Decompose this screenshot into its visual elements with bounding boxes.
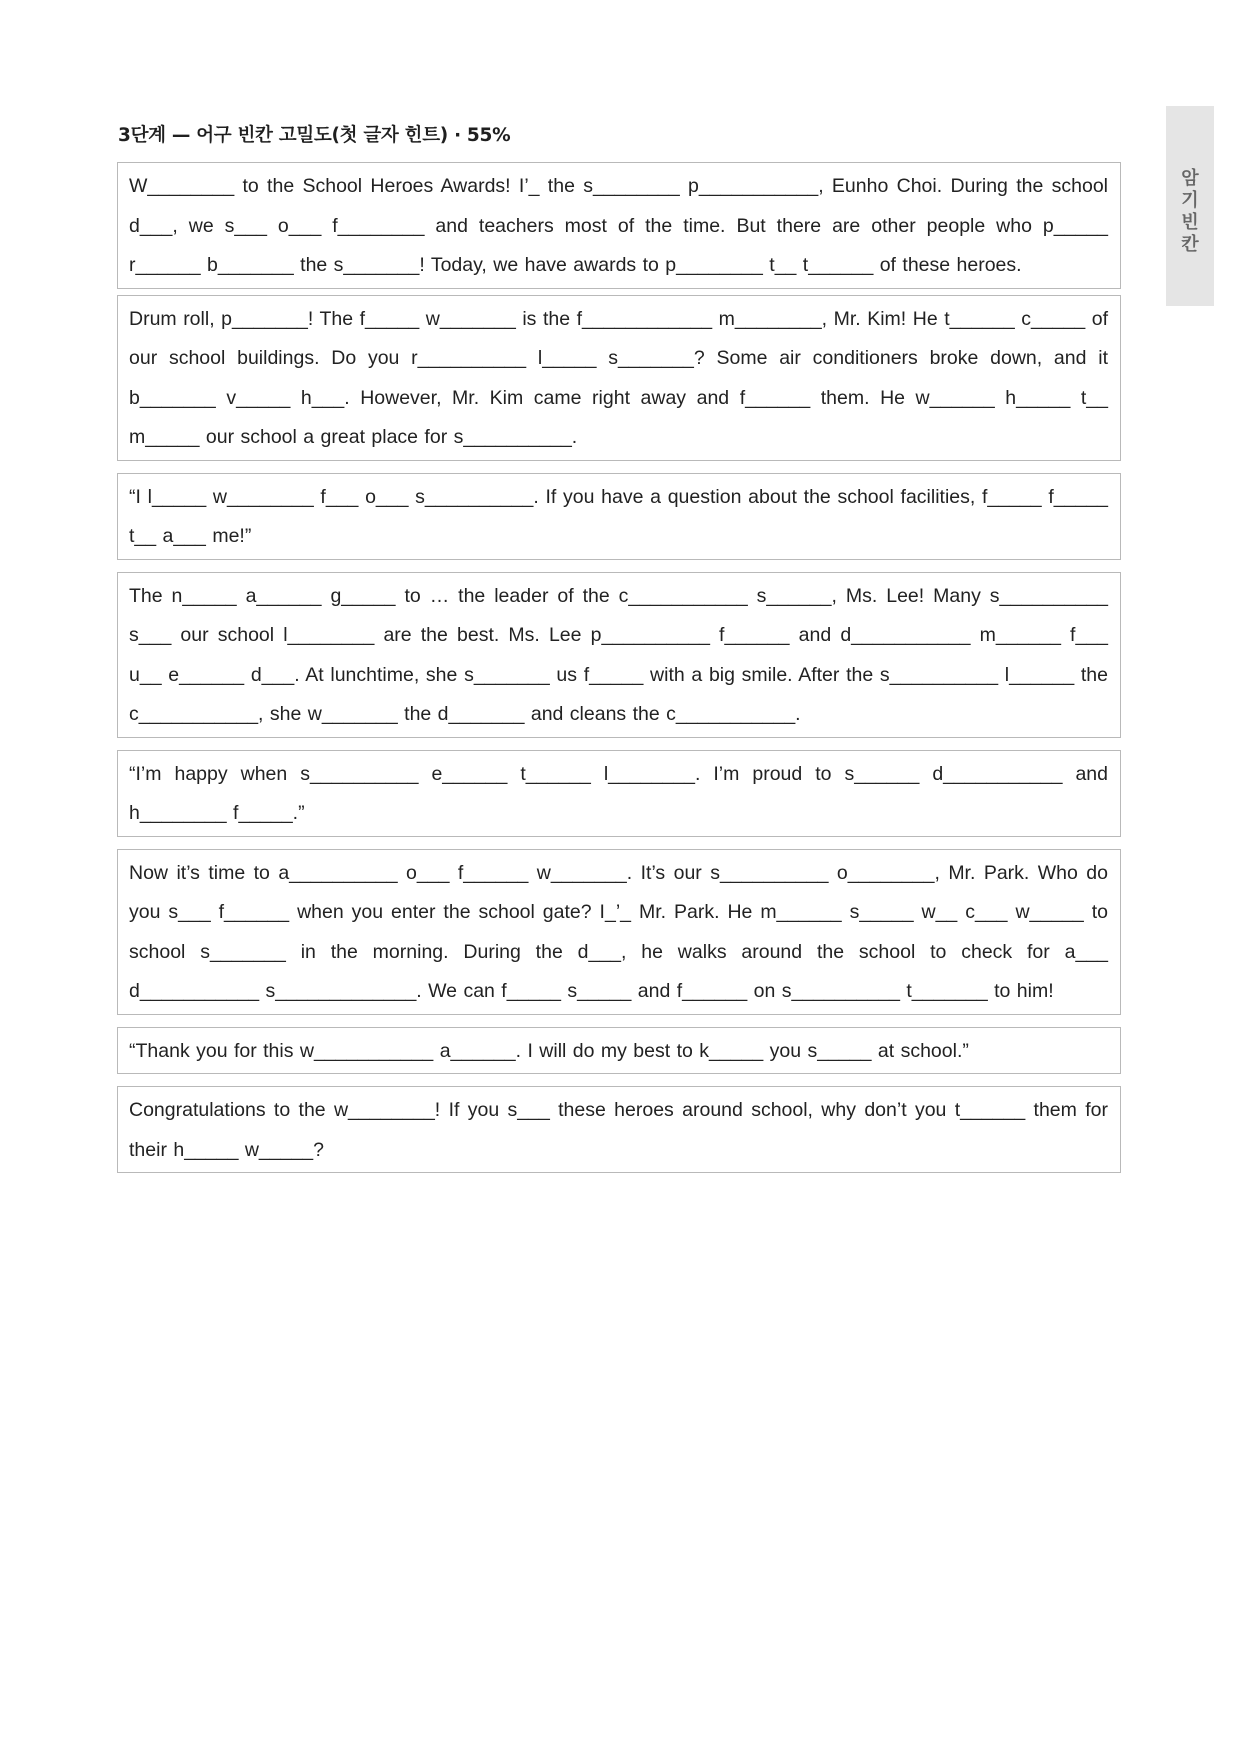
passage-box: The n_____ a______ g_____ to … the leader of the c___________ s______, Ms. Lee! Many s__________ s___ our school l________ are the best. Ms. Lee p__________ f______ and d___________ m______ f___ u__ e______ d___. At lunchtime, she s_______ us f_____ with a big smile. After the s__________ l______ the c___________, she w_______ the d_______ and cleans the c___________. bbox=[117, 572, 1121, 738]
page-title: 3단계 — 어구 빈칸 고밀도(첫 글자 힌트) · 55% bbox=[118, 125, 511, 146]
passage-box: Drum roll, p_______! The f_____ w_______ is the f____________ m________, Mr. Kim! He t______ c_____ of our school buildings. Do you r__________ l_____ s_______? Some air conditioners broke down, and it b_______ v_____ h___. However, Mr. Kim came right away and f______ them. He w______ h_____ t__ m_____ our school a great place for s__________. bbox=[117, 295, 1121, 461]
passage-box: “I’m happy when s__________ e______ t______ l________. I’m proud to s______ d___________ and h________ f_____.” bbox=[117, 750, 1121, 837]
side-tab-text: 암 기 빈 칸 bbox=[1181, 168, 1199, 255]
passage-box: “I l_____ w________ f___ o___ s__________. If you have a question about the school facilities, f_____ f_____ t__ a___ me!” bbox=[117, 473, 1121, 560]
passage-box: Congratulations to the w________! If you s___ these heroes around school, why don’t you t______ them for their h_____ w_____? bbox=[117, 1086, 1121, 1173]
passage-box: “Thank you for this w___________ a______. I will do my best to k_____ you s_____ at school.” bbox=[117, 1027, 1121, 1075]
passage-list bbox=[117, 162, 1121, 1179]
side-tab-label bbox=[1166, 168, 1214, 256]
side-tab bbox=[1166, 106, 1214, 306]
passage-box: Now it’s time to a__________ o___ f______ w_______. It’s our s__________ o________, Mr. Park. Who do you s___ f______ when you enter the school gate? I_’_ Mr. Park. He m______ s_____ w__ c___ w_____ to school s_______ in the morning. During the d___, he walks around the school to check for a___ d___________ s_____________. We can f_____ s_____ and f______ on s__________ t_______ to him! bbox=[117, 849, 1121, 1015]
passage-box: W________ to the School Heroes Awards! I’_ the s________ p___________, Eunho Choi. During the school d___, we s___ o___ f________ and teachers most of the time. But there are other people who p_____ r______ b_______ the s_______! Today, we have awards to p________ t__ t______ of these heroes. bbox=[117, 162, 1121, 289]
